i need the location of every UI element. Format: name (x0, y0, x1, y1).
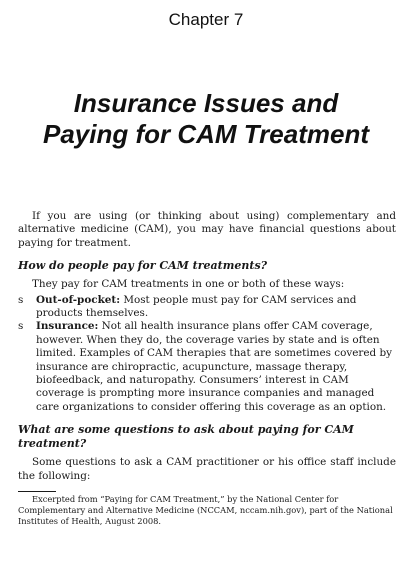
bullet-text: Not all health insurance plans offer CAM coverage, however. When they do, the coverage varies by state and is often limited. Examples of CAM therapies that are sometimes covered by insurance are chiropractic, acupuncture, massage therapy, biofeedback, and naturopathy. Consumers’ interest in CAM coverage is prompting more insurance companies and managed care organizations to consider offering this coverage as an option. (36, 320, 392, 413)
bullet-text: Most people must pay for CAM services and products themselves. (36, 293, 357, 320)
chapter-label: Chapter 7 (168, 10, 244, 29)
list-item-out-of-pocket (18, 294, 396, 321)
bullet-marker: s (18, 293, 24, 306)
bullet-marker: s (18, 320, 24, 333)
chapter-body (18, 210, 396, 527)
footnote-divider (18, 491, 56, 492)
questions-lead-text: Some questions to ask a CAM practitioner or his office staff include the following: (18, 456, 396, 482)
payment-lead-text: They pay for CAM treatments in one or both of these ways: (32, 278, 345, 291)
question-heading-questions: What are some questions to ask about paying for CAM treatment? (18, 423, 354, 451)
bullet-term: Insurance: (36, 320, 99, 333)
title-line-2: Paying for CAM Treatment (42, 119, 369, 149)
page-title (0, 88, 412, 150)
intro-paragraph: If you are using (or thinking about using) complementary and alternative medicine (CAM), you may have financial questions about paying for treatment. (18, 210, 396, 249)
bullet-term: Out-of-pocket: (36, 293, 121, 306)
payment-methods-list (18, 294, 396, 415)
title-line-1: Insurance Issues and (73, 88, 339, 118)
source-footnote: Excerpted from “Paying for CAM Treatment,” by the National Center for Complementary and Alternative Medicine (NCCAM, nccam.nih.gov), part of the National Institutes of Health, August 2008. (18, 494, 393, 527)
question-heading-payment: How do people pay for CAM treatments? (18, 259, 268, 273)
list-item-insurance (18, 320, 396, 414)
